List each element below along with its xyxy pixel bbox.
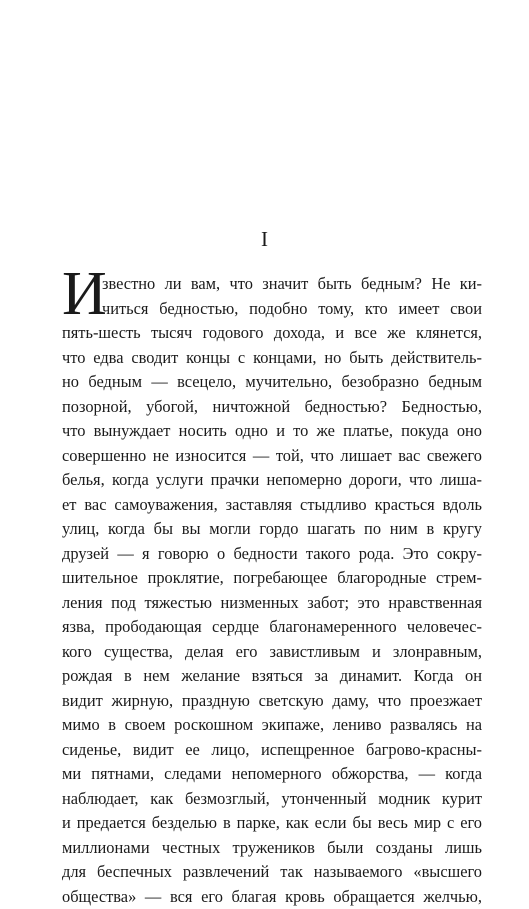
text-line: мимо в своем роскошном экипаже, лениво развалясь на: [62, 713, 482, 738]
text-line: шительное проклятие, погребающее благородные стрем-: [62, 566, 482, 591]
text-line: белья, когда услуги прачки непомерно дороги, что лиша-: [62, 468, 482, 493]
drop-cap: И: [62, 268, 107, 320]
text-line: что вынуждает носить одно и то же платье, покуда оно: [62, 419, 482, 444]
text-line: язва, прободающая сердце благонамеренного человечес-: [62, 615, 482, 640]
text-line: позорной, убогой, ничтожной бедностью? Бедностью,: [62, 395, 482, 420]
text-line: ления под тяжестью низменных забот; это нравственная: [62, 591, 482, 616]
text-line: совершенно не износится — той, что лишает вас свежего: [62, 444, 482, 469]
text-line: для беспечных развлечений так называемого «высшего: [62, 860, 482, 885]
text-line: видит жирную, праздную светскую даму, что проезжает: [62, 689, 482, 714]
text-line: друзей — я говорю о бедности такого рода. Это сокру-: [62, 542, 482, 567]
text-line: пять-шесть тысяч годового дохода, и все же клянется,: [62, 321, 482, 346]
text-line: читься бедностью, подобно тому, кто имеет свои: [102, 297, 482, 322]
chapter-number: I: [0, 226, 529, 252]
text-line: миллионами честных тружеников были созданы лишь: [62, 836, 482, 861]
text-line: кого существа, делая его завистливым и злонравным,: [62, 640, 482, 665]
text-line: ми пятнами, следами непомерного обжорства, — когда: [62, 762, 482, 787]
paragraph-body: [62, 272, 482, 909]
text-line: общества» — вся его благая кровь обращается желчью,: [62, 885, 482, 909]
text-line: и предается безделью в парке, как если бы весь мир с его: [62, 811, 482, 836]
text-line: улиц, когда бы вы могли гордо шагать по ним в кругу: [62, 517, 482, 542]
text-line: наблюдает, как безмозглый, утонченный модник курит: [62, 787, 482, 812]
text-line: что едва сводит концы с концами, но быть действитель-: [62, 346, 482, 371]
text-line: звестно ли вам, что значит быть бедным? Не ки-: [102, 272, 482, 297]
text-line: ет вас самоуважения, заставляя стыдливо красться вдоль: [62, 493, 482, 518]
text-line: сиденье, видит ее лицо, испещренное багрово-красны-: [62, 738, 482, 763]
text-line: но бедным — всецело, мучительно, безобразно бедным: [62, 370, 482, 395]
text-line: рождая в нем желание взяться за динамит. Когда он: [62, 664, 482, 689]
